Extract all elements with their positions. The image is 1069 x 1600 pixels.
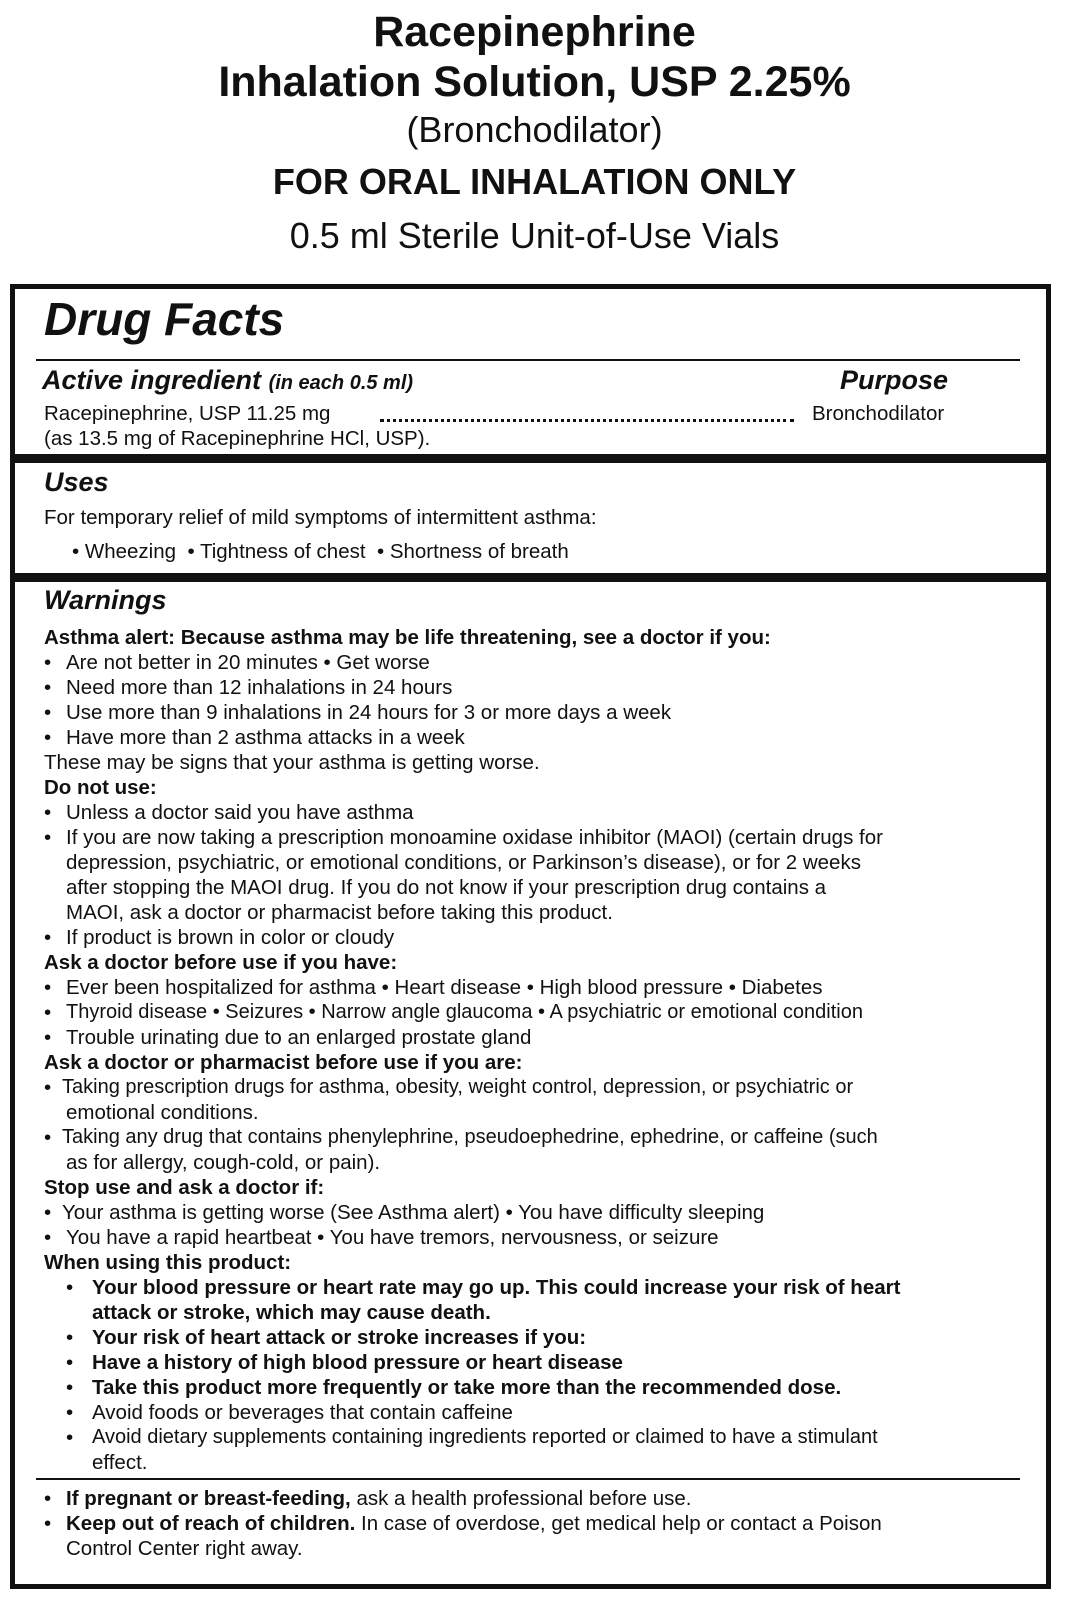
warnings-heading: Warnings (44, 585, 167, 615)
purpose-heading: Purpose (840, 365, 949, 395)
list-item: Have more than 2 asthma attacks in a week (66, 726, 465, 749)
active-ingredient-purpose: Bronchodilator (812, 402, 945, 425)
packaging-statement: 0.5 ml Sterile Unit-of-Use Vials (289, 215, 780, 256)
stop-use-heading: Stop use and ask a doctor if: (44, 1176, 325, 1199)
list-item: Are not better in 20 minutes • Get worse (66, 651, 430, 674)
asthma-alert-note: These may be signs that your asthma is getting worse. (44, 751, 540, 774)
list-item-cont: effect. (92, 1451, 148, 1474)
list-item: Wheezing (84, 540, 177, 563)
list-item-cont: emotional conditions. (66, 1101, 259, 1124)
list-item: Ever been hospitalized for asthma • Heart disease • High blood pressure • Diabetes (66, 976, 823, 999)
list-item: Taking prescription drugs for asthma, obesity, weight control, depression, or psychiatric or (62, 1076, 854, 1098)
list-item: Use more than 9 inhalations in 24 hours for 3 or more days a week (66, 701, 672, 724)
list-item: Unless a doctor said you have asthma (66, 801, 414, 824)
asthma-alert-heading: Asthma alert: Because asthma may be life threatening, see a doctor if you: (44, 626, 771, 649)
uses-intro: For temporary relief of mild symptoms of intermittent asthma: (44, 506, 597, 529)
list-item: Your asthma is getting worse (See Asthma alert) • You have difficulty sleeping (62, 1201, 765, 1224)
list-item: Take this product more frequently or take more than the recommended dose. (92, 1376, 842, 1399)
do-not-use-heading: Do not use: (44, 776, 157, 799)
list-item: Tightness of chest (199, 540, 366, 563)
list-item: Avoid foods or beverages that contain caffeine (92, 1401, 513, 1424)
pregnancy-warning: If pregnant or breast-feeding, ask a health professional before use. (66, 1487, 692, 1510)
list-item: Your blood pressure or heart rate may go up. This could increase your risk of heart (92, 1276, 901, 1299)
list-item: Avoid dietary supplements containing ingredients reported or claimed to have a stimulant (92, 1426, 878, 1448)
list-item: Shortness of breath (389, 540, 569, 563)
uses-heading: Uses (44, 467, 109, 497)
list-item: If you are now taking a prescription monoamine oxidase inhibitor (MAOI) (certain drugs for (66, 826, 883, 849)
keep-out-of-reach-cont: Control Center right away. (66, 1537, 303, 1560)
list-item: Need more than 12 inhalations in 24 hours (66, 676, 453, 699)
drug-facts-title: Drug Facts (44, 293, 285, 345)
route-statement: FOR ORAL INHALATION ONLY (272, 161, 797, 202)
rule (36, 359, 1020, 361)
when-using-heading: When using this product: (44, 1251, 292, 1274)
list-item-cont: as for allergy, cough-cold, or pain). (66, 1151, 381, 1174)
list-item-cont: depression, psychiatric, or emotional conditions, or Parkinson’s disease), or for 2 weeks (66, 851, 861, 874)
active-ingredient-note: (in each 0.5 ml) (268, 372, 414, 394)
active-ingredient-name: Racepinephrine, USP 11.25 mg (44, 402, 331, 425)
list-item: Trouble urinating due to an enlarged prostate gland (66, 1026, 532, 1049)
list-item-cont: attack or stroke, which may cause death. (92, 1301, 491, 1324)
active-ingredient-equivalent: (as 13.5 mg of Racepinephrine HCl, USP). (44, 427, 431, 450)
list-item: Taking any drug that contains phenylephrine, pseudoephedrine, ephedrine, or caffeine (such (62, 1126, 878, 1148)
product-title-line2: Inhalation Solution, USP 2.25% (218, 58, 851, 106)
ask-doctor-heading: Ask a doctor before use if you have: (44, 951, 398, 974)
leader-dots (380, 404, 794, 422)
ask-pharmacist-heading: Ask a doctor or pharmacist before use if you are: (44, 1051, 523, 1074)
rule (36, 1478, 1020, 1480)
keep-out-of-reach-warning: Keep out of reach of children. In case of overdose, get medical help or contact a Poison (66, 1512, 882, 1535)
list-item: Thyroid disease • Seizures • Narrow angle glaucoma • A psychiatric or emotional condition (66, 1001, 863, 1023)
list-item-cont: MAOI, ask a doctor or pharmacist before taking this product. (66, 901, 613, 924)
product-subtitle: (Bronchodilator) (406, 109, 663, 150)
list-item: Your risk of heart attack or stroke increases if you: (92, 1326, 587, 1349)
rule (10, 454, 1051, 463)
uses-list: • Wheezing • Tightness of chest • Shortness of breath (72, 540, 569, 563)
active-ingredient-heading: Active ingredient (in each 0.5 ml) (42, 365, 414, 395)
list-item: You have a rapid heartbeat • You have tremors, nervousness, or seizure (66, 1226, 719, 1249)
list-item: If product is brown in color or cloudy (66, 926, 395, 949)
product-title-line1: Racepinephrine (373, 8, 696, 56)
list-item-cont: after stopping the MAOI drug. If you do not know if your prescription drug contains a (66, 876, 827, 899)
list-item: Have a history of high blood pressure or heart disease (92, 1351, 623, 1374)
rule (10, 573, 1051, 582)
